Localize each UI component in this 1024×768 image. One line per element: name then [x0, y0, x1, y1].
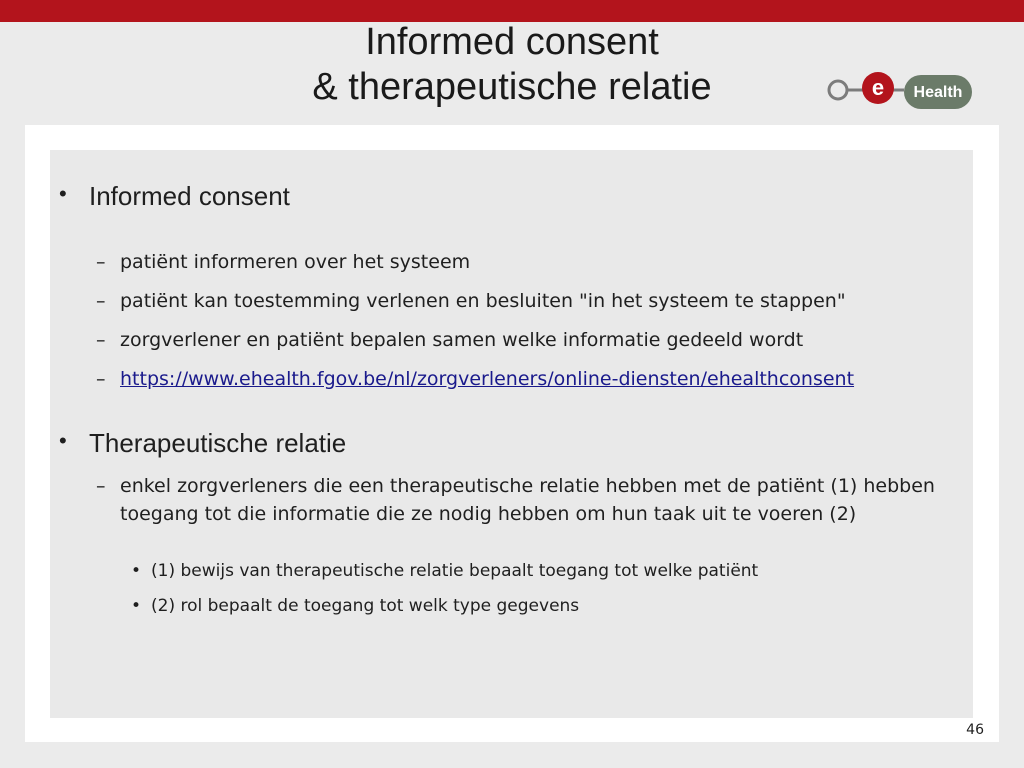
ehealth-logo-graphic [824, 66, 974, 112]
page-number: 46 [966, 722, 984, 738]
bullet-icon: • [131, 561, 142, 581]
ehealthconsent-link[interactable]: https://www.ehealth.fgov.be/nl/zorgverleners/online-diensten/ehealthconsent [120, 368, 855, 390]
sub-list-item-text: (1) bewijs van therapeutische relatie bepaalt toegang tot welke patiënt [151, 561, 759, 581]
slide-title-line-1: Informed consent [365, 21, 659, 63]
section-heading-informed-consent [59, 181, 290, 212]
section-heading-therapeutische-relatie [59, 428, 347, 459]
list-item-text: patiënt kan toestemming verlenen en besluiten "in het systeem te stappen" [120, 290, 846, 312]
list-item-text: enkel zorgverleners die een therapeutische relatie hebben met de patiënt (1) hebben toegang tot die informatie die ze nodig hebben om hun taak uit te voeren (2) [120, 475, 935, 525]
bullet-icon: • [59, 428, 67, 453]
section-heading-label: Therapeutische relatie [89, 428, 347, 458]
dash-icon: – [96, 251, 106, 273]
bullet-icon: • [131, 596, 142, 616]
sub-list-item [131, 561, 759, 581]
logo-label: Health [913, 84, 963, 101]
slide-title-line-2: & therapeutische relatie [312, 66, 712, 108]
sub-list-item [131, 596, 580, 616]
dash-icon: – [96, 329, 106, 351]
sub-list-item-text: (2) rol bepaalt de toegang tot welk type gegevens [151, 596, 580, 616]
dash-icon: – [96, 368, 106, 390]
bullet-icon: • [59, 181, 67, 206]
top-accent-bar [0, 0, 1024, 22]
list-item [96, 250, 471, 274]
list-item [96, 472, 950, 528]
dash-icon: – [96, 475, 106, 497]
list-item-text: zorgverlener en patiënt bepalen samen welke informatie gedeeld wordt [120, 329, 804, 351]
list-item [96, 328, 804, 352]
slide-title [180, 20, 844, 110]
section-heading-label: Informed consent [89, 181, 290, 211]
list-item [96, 367, 855, 391]
logo-letter: e [871, 75, 885, 100]
dash-icon: – [96, 290, 106, 312]
list-item [96, 289, 846, 313]
ehealth-logo [824, 66, 974, 112]
list-item-text: patiënt informeren over het systeem [120, 251, 471, 273]
